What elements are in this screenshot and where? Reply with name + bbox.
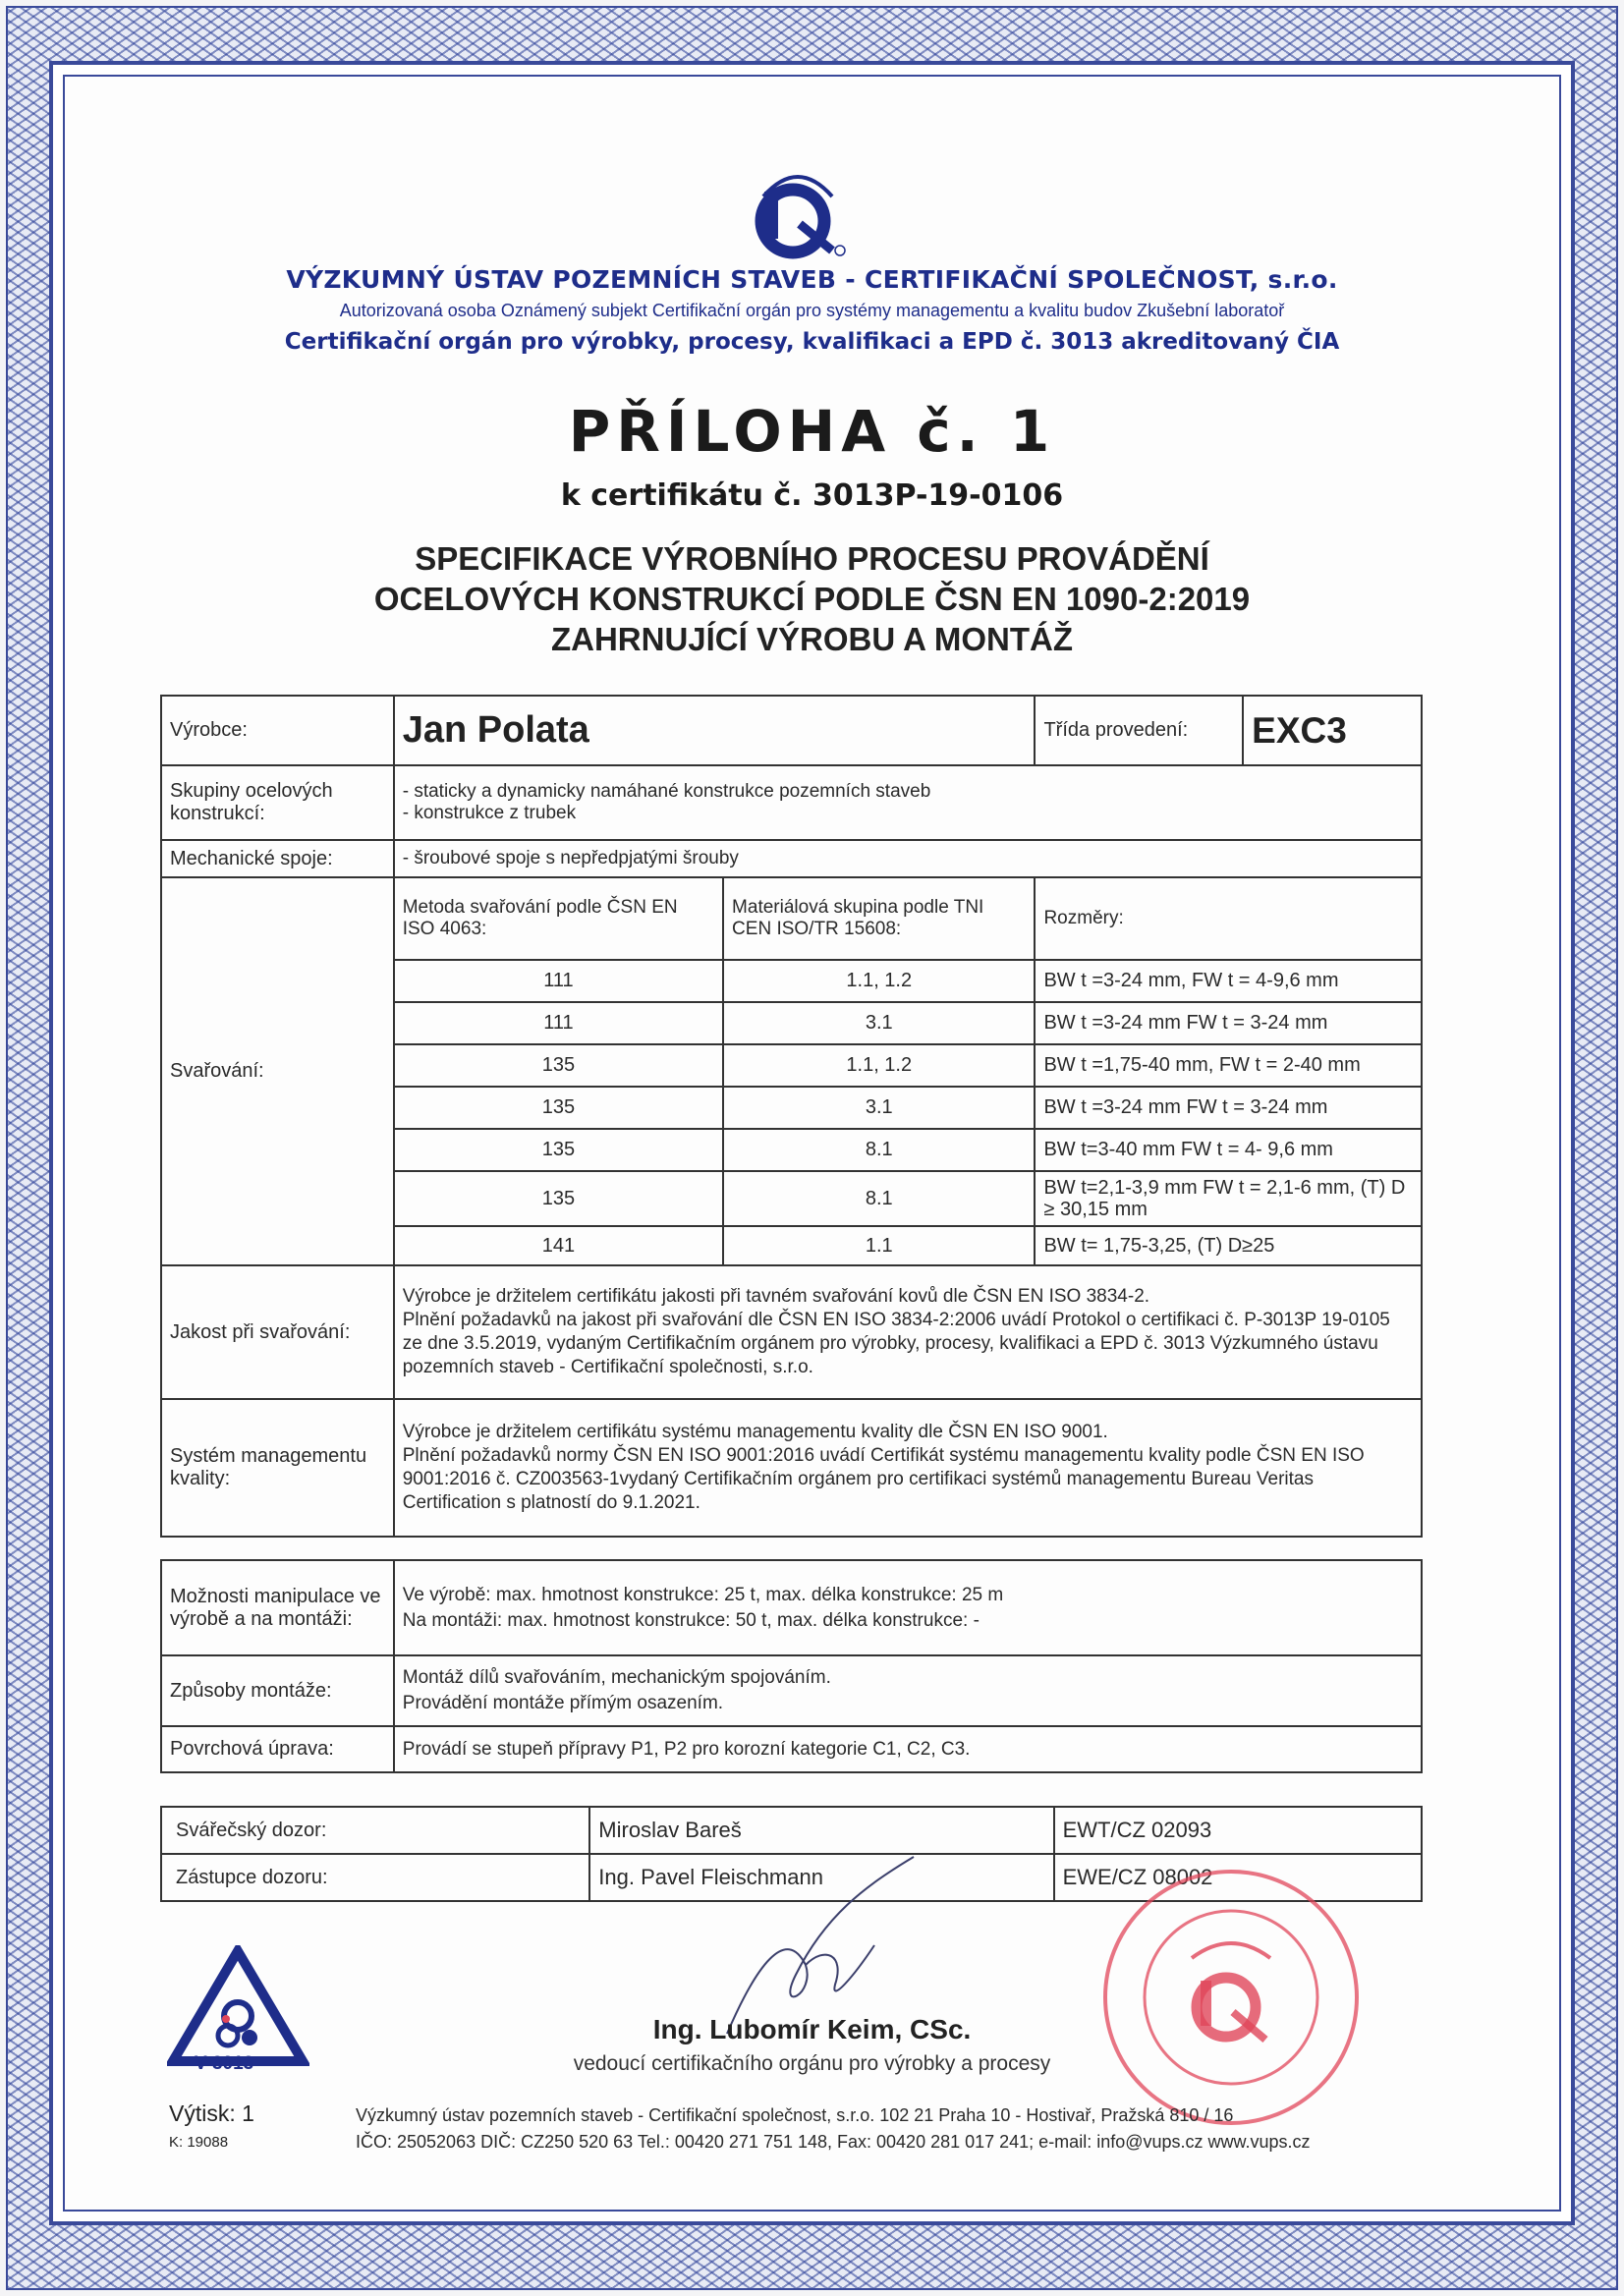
skupiny-value bbox=[394, 765, 1422, 840]
moznosti-value bbox=[394, 1560, 1422, 1655]
skupiny-line: - staticky a dynamicky namáhané konstrukce pozemních staveb bbox=[402, 781, 931, 802]
rozmery-cell: BW t= 1,75-3,25, (T) D≥25 bbox=[1035, 1226, 1422, 1265]
jakost-value bbox=[394, 1265, 1422, 1399]
material-cell: 8.1 bbox=[723, 1129, 1035, 1171]
system-value bbox=[394, 1399, 1422, 1537]
metoda-cell: 135 bbox=[394, 1044, 723, 1087]
moznosti-line: Na montáži: max. hmotnost konstrukce: 50 t, max. délka konstrukce: - bbox=[402, 1609, 980, 1631]
specification-table bbox=[160, 695, 1423, 1538]
vups-logo-icon bbox=[739, 147, 857, 265]
vyrobce-label: Výrobce: bbox=[161, 696, 394, 765]
moznosti-label: Možnosti manipulace ve výrobě a na montáži: bbox=[161, 1560, 394, 1655]
col-metoda-header: Metoda svařování podle ČSN EN ISO 4063: bbox=[394, 877, 723, 960]
trida-label: Třída provedení: bbox=[1035, 696, 1243, 765]
povrch-label: Povrchová úprava: bbox=[161, 1726, 394, 1772]
rozmery-cell: BW t =3-24 mm, FW t = 4-9,6 mm bbox=[1035, 960, 1422, 1002]
zpusoby-label: Způsoby montáže: bbox=[161, 1655, 394, 1726]
jakost-line: Plnění požadavků na jakost při svařování dle ČSN EN ISO 3834-2:2006 uvádí Protokol o certifikaci č. P-3013P 19-0105 ze dne 3.5.2019, vydaným Certifikačním orgánem pro výrobky, procesy, kvalifikaci a EPD č. 3013 Výzkumného ústavu pozemních staveb - Certifikační společnosti, s.r.o. bbox=[402, 1310, 1390, 1377]
skupiny-line: - konstrukce z trubek bbox=[402, 803, 577, 823]
table-row bbox=[161, 1726, 1422, 1772]
signer-name: Ing. Lubomír Keim, CSc. bbox=[652, 2014, 972, 2044]
rozmery-cell: BW t=2,1-3,9 mm FW t = 2,1-6 mm, (T) D ≥ 30,15 mm bbox=[1035, 1171, 1422, 1226]
copy-number: Výtisk: 1 bbox=[169, 2100, 254, 2126]
heading-line-1: SPECIFIKACE VÝROBNÍHO PROCESU PROVÁDĚNÍ bbox=[415, 540, 1209, 577]
mech-value: - šroubové spoje s nepředpjatými šrouby bbox=[394, 840, 1422, 877]
certification-stamp-icon bbox=[1098, 1865, 1364, 2130]
system-line: Plnění požadavků normy ČSN EN ISO 9001:2016 uvádí Certifikát systému managementu kvality podle ČSN EN ISO 9001:2016 č. CZ003563-1vydaný Certifikačním orgánem pro certifikaci systémů managementu Bureau Veritas Certification s platností do 9.1.2021. bbox=[402, 1445, 1365, 1513]
metoda-cell: 135 bbox=[394, 1171, 723, 1226]
material-cell: 8.1 bbox=[723, 1171, 1035, 1226]
specification-heading bbox=[0, 538, 1624, 659]
rozmery-cell: BW t =3-24 mm FW t = 3-24 mm bbox=[1035, 1087, 1422, 1129]
jakost-line: Výrobce je držitelem certifikátu jakosti při tavném svařování kovů dle ČSN EN ISO 3834-2. bbox=[402, 1286, 1150, 1307]
metoda-cell: 111 bbox=[394, 1002, 723, 1044]
heading-line-2: OCELOVÝCH KONSTRUKCÍ PODLE ČSN EN 1090-2:2019 bbox=[373, 581, 1251, 617]
zpusoby-line: Provádění montáže přímým osazením. bbox=[402, 1693, 724, 1713]
material-cell: 1.1, 1.2 bbox=[723, 1044, 1035, 1087]
svarecsky-code: EWT/CZ 02093 bbox=[1054, 1807, 1422, 1854]
footer-contacts: IČO: 25052063 DIČ: CZ250 520 63 Tel.: 00420 271 751 148, Fax: 00420 281 017 241; e-mail: info@vups.cz www.vups.cz bbox=[356, 2132, 1311, 2152]
material-cell: 3.1 bbox=[723, 1087, 1035, 1129]
jakost-label: Jakost při svařování: bbox=[161, 1265, 394, 1399]
table-row bbox=[161, 840, 1422, 877]
material-cell: 1.1, 1.2 bbox=[723, 960, 1035, 1002]
org-name: VÝZKUMNÝ ÚSTAV POZEMNÍCH STAVEB - CERTIFIKAČNÍ SPOLEČNOST, s.r.o. bbox=[286, 265, 1338, 294]
vyrobce-value: Jan Polata bbox=[394, 696, 1036, 765]
rozmery-cell: BW t =1,75-40 mm, FW t = 2-40 mm bbox=[1035, 1044, 1422, 1087]
manipulation-table bbox=[160, 1559, 1423, 1773]
org-accreditation: Certifikační orgán pro výrobky, procesy, kvalifikaci a EPD č. 3013 akreditovaný ČIA bbox=[284, 329, 1340, 355]
material-cell: 1.1 bbox=[723, 1226, 1035, 1265]
zpusoby-value bbox=[394, 1655, 1422, 1726]
table-row bbox=[161, 765, 1422, 840]
svarecsky-label: Svářečský dozor: bbox=[161, 1807, 589, 1854]
povrch-value: Provádí se stupeň přípravy P1, P2 pro korozní kategorie C1, C2, C3. bbox=[394, 1726, 1422, 1772]
skupiny-label: Skupiny ocelových konstrukcí: bbox=[161, 765, 394, 840]
moznosti-line: Ve výrobě: max. hmotnost konstrukce: 25 t, max. délka konstrukce: 25 m bbox=[402, 1584, 1004, 1605]
footer-address: Výzkumný ústav pozemních staveb - Certifikační společnost, s.r.o. 102 21 Praha 10 - Hostivař, Pražská 810 / 16 bbox=[356, 2105, 1234, 2125]
metoda-cell: 135 bbox=[394, 1129, 723, 1171]
trida-value: EXC3 bbox=[1243, 696, 1422, 765]
org-subtitle: Autorizovaná osoba Oznámený subjekt Certifikační orgán pro systémy managementu a kvalitu budov Zkušební laboratoř bbox=[339, 301, 1285, 320]
table-row bbox=[161, 1399, 1422, 1537]
table-row bbox=[161, 696, 1422, 765]
table-row bbox=[161, 877, 1422, 960]
svarecsky-name: Miroslav Bareš bbox=[589, 1807, 1053, 1854]
zpusoby-line: Montáž dílů svařováním, mechanickým spojováním. bbox=[402, 1667, 831, 1688]
mech-label: Mechanické spoje: bbox=[161, 840, 394, 877]
material-cell: 3.1 bbox=[723, 1002, 1035, 1044]
svarovani-label: Svařování: bbox=[161, 877, 394, 1265]
system-line: Výrobce je držitelem certifikátu systému managementu kvality dle ČSN EN ISO 9001. bbox=[402, 1422, 1108, 1442]
page-title: PŘÍLOHA č. 1 bbox=[568, 398, 1056, 465]
signer-role: vedoucí certifikačního orgánu pro výrobky a procesy bbox=[573, 2052, 1051, 2075]
certificate-number: k certifikátu č. 3013P-19-0106 bbox=[560, 478, 1064, 513]
zastupce-label: Zástupce dozoru: bbox=[161, 1854, 589, 1901]
zastupce-code: EWE/CZ 08002 bbox=[1054, 1854, 1422, 1901]
cia-label: V 3013 bbox=[195, 2053, 254, 2074]
col-material-header: Materiálová skupina podle TNI CEN ISO/TR 15608: bbox=[723, 877, 1035, 960]
col-rozmery-header: Rozměry: bbox=[1035, 877, 1422, 960]
k-number: K: 19088 bbox=[169, 2134, 229, 2151]
rozmery-cell: BW t=3-40 mm FW t = 4- 9,6 mm bbox=[1035, 1129, 1422, 1171]
metoda-cell: 111 bbox=[394, 960, 723, 1002]
table-row bbox=[161, 1265, 1422, 1399]
zastupce-name: Ing. Pavel Fleischmann bbox=[589, 1854, 1053, 1901]
metoda-cell: 135 bbox=[394, 1087, 723, 1129]
metoda-cell: 141 bbox=[394, 1226, 723, 1265]
table-row bbox=[161, 1560, 1422, 1655]
system-label: Systém managementu kvality: bbox=[161, 1399, 394, 1537]
heading-line-3: ZAHRNUJÍCÍ VÝROBU A MONTÁŽ bbox=[550, 621, 1074, 657]
rozmery-cell: BW t =3-24 mm FW t = 3-24 mm bbox=[1035, 1002, 1422, 1044]
table-row bbox=[161, 1655, 1422, 1726]
